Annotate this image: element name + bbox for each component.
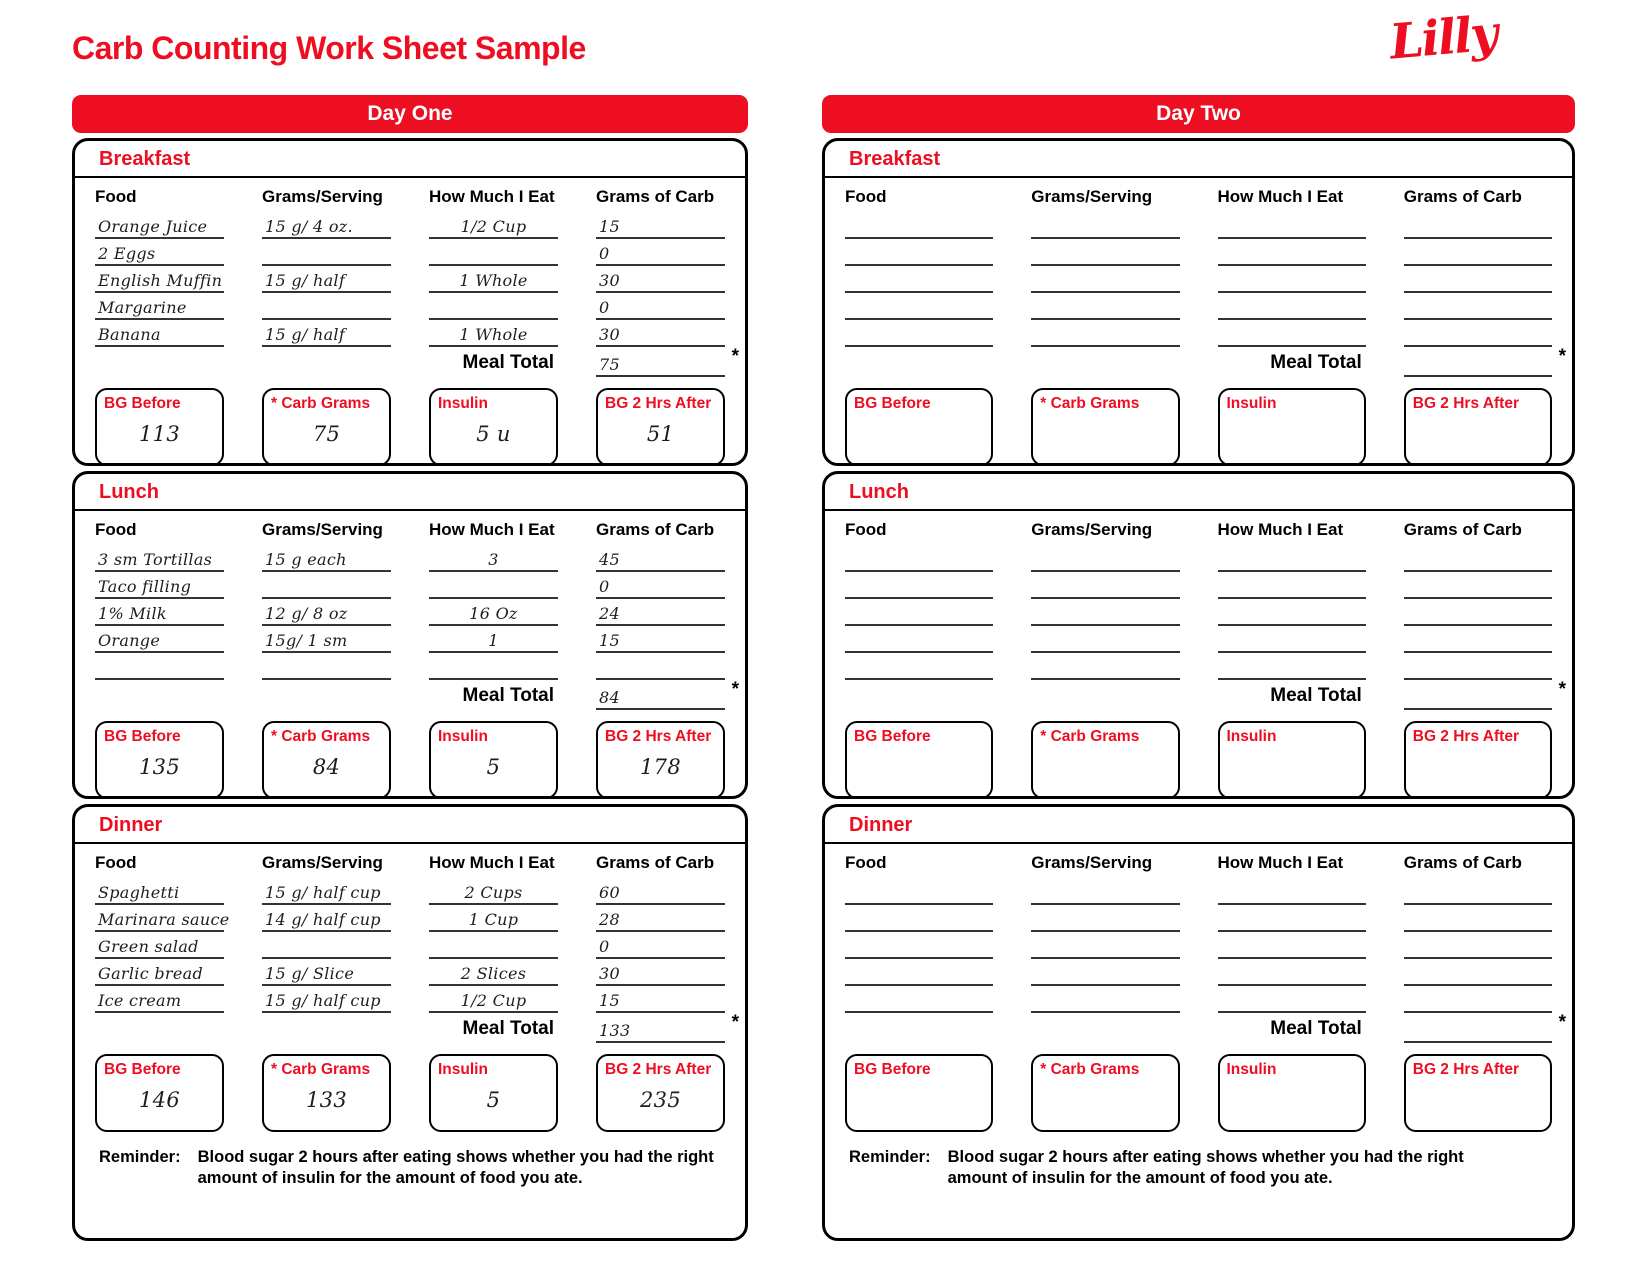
meal-total-line bbox=[596, 1012, 739, 1043]
column-headers bbox=[845, 520, 1552, 540]
how-much-entry: 1 Whole bbox=[459, 325, 528, 344]
carb-grams-box bbox=[1031, 388, 1179, 466]
header-grams-of-carb: Grams of Carb bbox=[596, 520, 715, 539]
grams-serving-entry: 15 g/ half cup bbox=[265, 883, 381, 902]
carbs-entry: 0 bbox=[599, 298, 610, 317]
carb-grams-box bbox=[262, 388, 391, 466]
carbs-entry: 15 bbox=[599, 631, 620, 650]
food-entry: Green salad bbox=[98, 937, 199, 956]
bg-after-label: BG 2 Hrs After bbox=[1412, 1061, 1519, 1078]
carb-grams-label: * Carb Grams bbox=[271, 728, 371, 745]
bg-after-box bbox=[1404, 388, 1552, 466]
reminder-note bbox=[95, 1147, 725, 1189]
food-entry: Spaghetti bbox=[98, 883, 180, 902]
food-row bbox=[95, 293, 725, 320]
day-one-dinner-panel bbox=[72, 804, 748, 1241]
insulin-box bbox=[1218, 388, 1366, 466]
meal-total-label: Meal Total bbox=[462, 1018, 554, 1039]
food-row bbox=[95, 932, 725, 959]
food-row bbox=[95, 572, 725, 599]
reminder-text: Blood sugar 2 hours after eating shows whether you had the right amount of insulin for the amount of food you ate. bbox=[947, 1148, 1464, 1187]
insulin-label: Insulin bbox=[1226, 1061, 1277, 1078]
food-entry: Marinara sauce bbox=[98, 910, 230, 929]
meal-title: Breakfast bbox=[849, 148, 941, 170]
bg-before-box bbox=[845, 721, 993, 799]
food-row bbox=[845, 905, 1552, 932]
food-entry: Margarine bbox=[98, 298, 187, 317]
bg-before-box bbox=[95, 388, 224, 466]
how-much-entry: 1/2 Cup bbox=[460, 217, 527, 236]
header-grams-serving: Grams/Serving bbox=[1031, 520, 1153, 539]
food-row bbox=[95, 239, 725, 266]
grams-serving-entry: 15 g/ 4 oz. bbox=[265, 217, 353, 236]
grams-serving-entry: 15 g/ Slice bbox=[265, 964, 355, 983]
day-two-banner: Day Two bbox=[822, 95, 1575, 133]
insulin-box bbox=[429, 1054, 558, 1132]
bg-after-label: BG 2 Hrs After bbox=[605, 728, 712, 745]
meal-total-line bbox=[1404, 346, 1566, 377]
asterisk: * bbox=[731, 1012, 739, 1033]
carb-grams-box bbox=[262, 721, 391, 799]
insulin-label: Insulin bbox=[438, 728, 488, 745]
food-row bbox=[845, 320, 1552, 347]
header-grams-serving: Grams/Serving bbox=[1031, 187, 1153, 206]
bg-before-label: BG Before bbox=[854, 728, 931, 745]
food-row bbox=[845, 293, 1552, 320]
header-how-much: How Much I Eat bbox=[1217, 520, 1344, 539]
insulin-label: Insulin bbox=[438, 395, 488, 412]
food-row bbox=[845, 653, 1552, 680]
header-how-much: How Much I Eat bbox=[1217, 187, 1344, 206]
meal-total-line bbox=[1404, 679, 1566, 710]
grams-serving-entry: 15 g/ half bbox=[265, 325, 346, 344]
bg-before-label: BG Before bbox=[104, 395, 181, 412]
bg-after-box bbox=[596, 1054, 725, 1132]
header-grams-of-carb: Grams of Carb bbox=[1403, 853, 1522, 872]
header-grams-serving: Grams/Serving bbox=[262, 520, 383, 539]
reminder-text: Blood sugar 2 hours after eating shows whether you had the right amount of insulin for the amount of food you ate. bbox=[197, 1148, 714, 1187]
bg-boxes bbox=[845, 388, 1552, 466]
food-entry: 1% Milk bbox=[98, 604, 167, 623]
food-row bbox=[845, 959, 1552, 986]
meal-total-row bbox=[95, 1012, 739, 1043]
meal-total-label: Meal Total bbox=[1270, 1018, 1362, 1039]
reminder-note bbox=[845, 1147, 1552, 1189]
divider bbox=[825, 176, 1572, 178]
meal-total-label: Meal Total bbox=[462, 685, 554, 706]
grams-serving-entry: 14 g/ half cup bbox=[265, 910, 381, 929]
day-two-breakfast-panel bbox=[822, 138, 1575, 466]
bg-boxes bbox=[95, 721, 725, 799]
food-rows bbox=[95, 878, 725, 1013]
food-row bbox=[845, 932, 1552, 959]
header-how-much: How Much I Eat bbox=[429, 187, 555, 206]
asterisk: * bbox=[1558, 346, 1566, 367]
meal-total-label: Meal Total bbox=[1270, 685, 1362, 706]
food-row bbox=[95, 266, 725, 293]
insulin-box bbox=[1218, 1054, 1366, 1132]
carb-grams-label: * Carb Grams bbox=[1040, 395, 1140, 412]
insulin-box bbox=[1218, 721, 1366, 799]
header-grams-serving: Grams/Serving bbox=[262, 187, 383, 206]
food-rows bbox=[845, 212, 1552, 347]
grams-serving-entry: 12 g/ 8 oz bbox=[265, 604, 348, 623]
food-row bbox=[95, 986, 725, 1013]
carbs-entry: 45 bbox=[599, 550, 620, 569]
header-grams-of-carb: Grams of Carb bbox=[596, 187, 715, 206]
bg-after-box bbox=[596, 388, 725, 466]
carbs-entry: 15 bbox=[599, 991, 620, 1010]
carbs-entry: 30 bbox=[599, 325, 620, 344]
column-headers bbox=[95, 187, 725, 207]
food-row bbox=[95, 626, 725, 653]
day-one-breakfast-panel bbox=[72, 138, 748, 466]
food-row bbox=[845, 572, 1552, 599]
insulin-box bbox=[429, 721, 558, 799]
how-much-entry: 3 bbox=[488, 550, 499, 569]
header-how-much: How Much I Eat bbox=[429, 520, 555, 539]
insulin-label: Insulin bbox=[1226, 728, 1277, 745]
grams-serving-entry: 15 g/ half bbox=[265, 271, 346, 290]
meal-total-label: Meal Total bbox=[462, 352, 554, 373]
page-title: Carb Counting Work Sheet Sample bbox=[72, 30, 586, 66]
column-headers bbox=[845, 853, 1552, 873]
food-rows bbox=[845, 545, 1552, 680]
food-row bbox=[845, 266, 1552, 293]
bg-before-value: 146 bbox=[139, 1088, 180, 1112]
bg-boxes bbox=[95, 388, 725, 466]
how-much-entry: 1 Cup bbox=[468, 910, 519, 929]
meal-title: Lunch bbox=[849, 481, 909, 503]
food-row bbox=[95, 599, 725, 626]
how-much-entry: 1 Whole bbox=[459, 271, 528, 290]
bg-after-label: BG 2 Hrs After bbox=[605, 1061, 712, 1078]
meal-total-label: Meal Total bbox=[1270, 352, 1362, 373]
carb-grams-box bbox=[1031, 721, 1179, 799]
asterisk: * bbox=[731, 679, 739, 700]
meal-total-row bbox=[845, 679, 1566, 710]
carbs-entry: 0 bbox=[599, 244, 610, 263]
meal-total-line bbox=[596, 346, 739, 377]
food-row bbox=[845, 212, 1552, 239]
food-row bbox=[845, 599, 1552, 626]
carbs-entry: 30 bbox=[599, 271, 620, 290]
carb-grams-box bbox=[1031, 1054, 1179, 1132]
bg-before-label: BG Before bbox=[104, 728, 181, 745]
bg-after-box bbox=[1404, 1054, 1552, 1132]
header-how-much: How Much I Eat bbox=[1217, 853, 1344, 872]
bg-before-label: BG Before bbox=[104, 1061, 181, 1078]
food-row bbox=[95, 545, 725, 572]
food-row bbox=[95, 878, 725, 905]
header-grams-of-carb: Grams of Carb bbox=[1403, 520, 1522, 539]
meal-total-value: 75 bbox=[599, 355, 620, 374]
bg-before-box bbox=[845, 388, 993, 466]
carb-grams-label: * Carb Grams bbox=[1040, 1061, 1140, 1078]
divider bbox=[75, 176, 745, 178]
food-row bbox=[95, 320, 725, 347]
carb-grams-value: 84 bbox=[312, 755, 341, 779]
header-food: Food bbox=[95, 853, 137, 872]
divider bbox=[825, 842, 1572, 844]
meal-total-row bbox=[845, 346, 1566, 377]
carb-grams-label: * Carb Grams bbox=[271, 395, 371, 412]
food-row bbox=[95, 653, 725, 680]
meal-title: Breakfast bbox=[99, 148, 191, 170]
bg-boxes bbox=[95, 1054, 725, 1132]
day-one-lunch-panel bbox=[72, 471, 748, 799]
grams-serving-entry: 15g/ 1 sm bbox=[265, 631, 348, 650]
meal-total-row bbox=[95, 679, 739, 710]
grams-serving-entry: 15 g each bbox=[265, 550, 347, 569]
meal-total-line bbox=[1404, 1012, 1566, 1043]
bg-boxes bbox=[845, 721, 1552, 799]
header-food: Food bbox=[845, 187, 887, 206]
carbs-entry: 28 bbox=[599, 910, 620, 929]
divider bbox=[825, 509, 1572, 511]
carbs-entry: 30 bbox=[599, 964, 620, 983]
meal-title: Lunch bbox=[99, 481, 159, 503]
bg-after-box bbox=[596, 721, 725, 799]
bg-boxes bbox=[845, 1054, 1552, 1132]
bg-after-value: 51 bbox=[646, 422, 675, 446]
day-one-banner: Day One bbox=[72, 95, 748, 133]
bg-before-label: BG Before bbox=[854, 395, 931, 412]
food-entry: 3 sm Tortillas bbox=[98, 550, 213, 569]
food-entry: English Muffin bbox=[98, 271, 223, 290]
reminder-label: Reminder: bbox=[849, 1148, 931, 1166]
food-entry: Ice cream bbox=[98, 991, 182, 1010]
food-entry: Garlic bread bbox=[98, 964, 203, 983]
header-how-much: How Much I Eat bbox=[429, 853, 555, 872]
insulin-value: 5 u bbox=[476, 422, 511, 446]
header-food: Food bbox=[95, 187, 137, 206]
food-entry: Taco filling bbox=[98, 577, 192, 596]
food-rows bbox=[95, 212, 725, 347]
insulin-value: 5 bbox=[486, 1088, 501, 1112]
lilly-logo: Lilly bbox=[1387, 5, 1499, 71]
header-grams-of-carb: Grams of Carb bbox=[596, 853, 715, 872]
carbs-entry: 15 bbox=[599, 217, 620, 236]
meal-total-value: 84 bbox=[599, 688, 620, 707]
how-much-entry: 2 Cups bbox=[464, 883, 523, 902]
column-headers bbox=[95, 853, 725, 873]
meal-total-value: 133 bbox=[599, 1021, 631, 1040]
meal-total-row bbox=[845, 1012, 1566, 1043]
divider bbox=[75, 509, 745, 511]
food-entry: Orange bbox=[98, 631, 161, 650]
food-entry: Banana bbox=[98, 325, 161, 344]
bg-before-box bbox=[845, 1054, 993, 1132]
carbs-entry: 60 bbox=[599, 883, 620, 902]
bg-before-label: BG Before bbox=[854, 1061, 931, 1078]
asterisk: * bbox=[1558, 1012, 1566, 1033]
header-food: Food bbox=[845, 520, 887, 539]
divider bbox=[75, 842, 745, 844]
food-row bbox=[845, 626, 1552, 653]
bg-after-value: 235 bbox=[640, 1088, 681, 1112]
day-one-column bbox=[72, 95, 748, 1241]
header-food: Food bbox=[95, 520, 137, 539]
food-row bbox=[95, 212, 725, 239]
carb-grams-label: * Carb Grams bbox=[1040, 728, 1140, 745]
meal-total-line bbox=[596, 679, 739, 710]
food-row bbox=[95, 905, 725, 932]
column-headers bbox=[845, 187, 1552, 207]
how-much-entry: 1 bbox=[488, 631, 499, 650]
day-two-lunch-panel bbox=[822, 471, 1575, 799]
meal-title: Dinner bbox=[849, 814, 913, 836]
bg-after-box bbox=[1404, 721, 1552, 799]
bg-after-value: 178 bbox=[640, 755, 681, 779]
insulin-label: Insulin bbox=[438, 1061, 488, 1078]
food-row bbox=[845, 239, 1552, 266]
header-grams-serving: Grams/Serving bbox=[1031, 853, 1153, 872]
bg-before-value: 113 bbox=[139, 422, 180, 446]
bg-before-box bbox=[95, 721, 224, 799]
bg-before-box bbox=[95, 1054, 224, 1132]
food-entry: Orange Juice bbox=[98, 217, 208, 236]
bg-after-label: BG 2 Hrs After bbox=[605, 395, 712, 412]
bg-before-value: 135 bbox=[139, 755, 180, 779]
asterisk: * bbox=[731, 346, 739, 367]
food-row bbox=[95, 959, 725, 986]
insulin-value: 5 bbox=[486, 755, 501, 779]
carb-grams-value: 75 bbox=[312, 422, 341, 446]
carb-grams-box bbox=[262, 1054, 391, 1132]
grams-serving-entry: 15 g/ half cup bbox=[265, 991, 381, 1010]
header-grams-of-carb: Grams of Carb bbox=[1403, 187, 1522, 206]
insulin-label: Insulin bbox=[1226, 395, 1277, 412]
food-rows bbox=[95, 545, 725, 680]
food-rows bbox=[845, 878, 1552, 1013]
meal-total-row bbox=[95, 346, 739, 377]
day-two-column bbox=[822, 95, 1575, 1241]
day-two-dinner-panel bbox=[822, 804, 1575, 1241]
carb-grams-label: * Carb Grams bbox=[271, 1061, 371, 1078]
carb-grams-value: 133 bbox=[306, 1088, 347, 1112]
meal-title: Dinner bbox=[99, 814, 163, 836]
how-much-entry: 16 Oz bbox=[469, 604, 518, 623]
carbs-entry: 0 bbox=[599, 937, 610, 956]
bg-after-label: BG 2 Hrs After bbox=[1412, 395, 1519, 412]
bg-after-label: BG 2 Hrs After bbox=[1412, 728, 1519, 745]
header-grams-serving: Grams/Serving bbox=[262, 853, 383, 872]
food-row bbox=[845, 545, 1552, 572]
insulin-box bbox=[429, 388, 558, 466]
how-much-entry: 2 Slices bbox=[460, 964, 527, 983]
food-row bbox=[845, 878, 1552, 905]
asterisk: * bbox=[1558, 679, 1566, 700]
carbs-entry: 24 bbox=[599, 604, 620, 623]
header-food: Food bbox=[845, 853, 887, 872]
carbs-entry: 0 bbox=[599, 577, 610, 596]
food-entry: 2 Eggs bbox=[98, 244, 156, 263]
reminder-label: Reminder: bbox=[99, 1148, 181, 1166]
food-row bbox=[845, 986, 1552, 1013]
column-headers bbox=[95, 520, 725, 540]
how-much-entry: 1/2 Cup bbox=[460, 991, 527, 1010]
